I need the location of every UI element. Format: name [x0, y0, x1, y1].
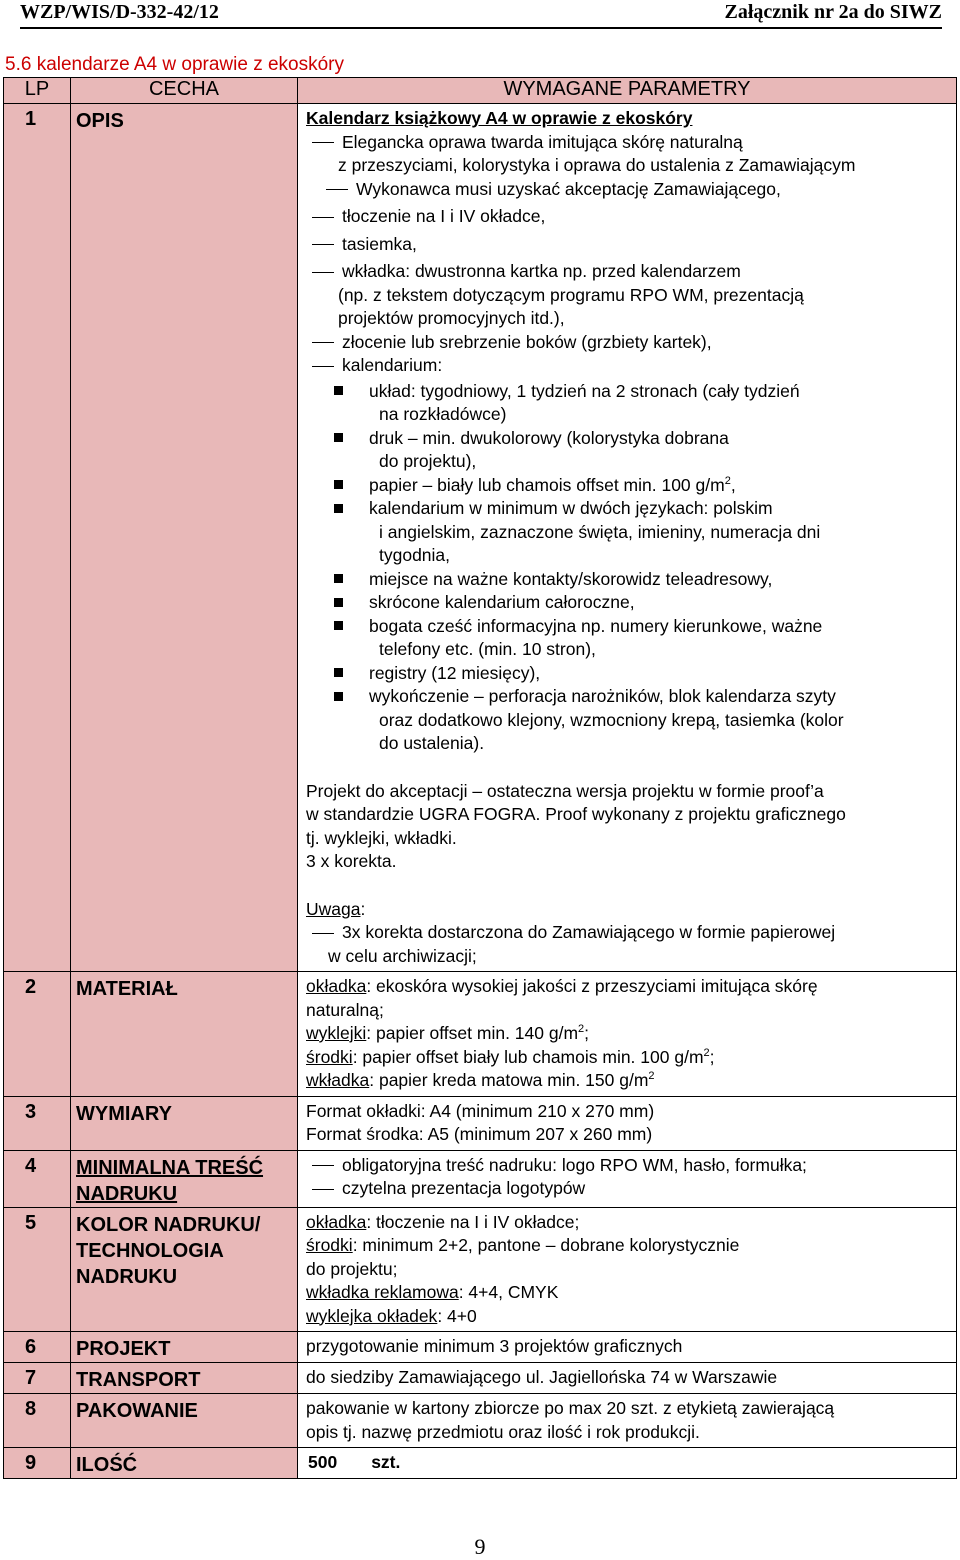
row-number: 2	[4, 972, 71, 1097]
dash-bullet	[306, 1154, 342, 1178]
label: wyklejka okładek	[306, 1305, 438, 1326]
table-row	[4, 1448, 957, 1479]
transport-value: do siedziby Zamawiającego ul. Jagiellońska 74 w Warszawie	[306, 1367, 778, 1387]
pakowanie-line: pakowanie w kartony zbiorcze po max 20 szt. z etykietą zawierającą	[306, 1398, 835, 1418]
row-number: 6	[4, 1332, 71, 1363]
pakowanie-line: opis tj. nazwę przedmiotu oraz ilość i rok produkcji.	[306, 1421, 700, 1442]
square-bullet	[334, 621, 343, 630]
row-feature: ILOŚĆ	[71, 1448, 298, 1479]
row-number: 8	[4, 1394, 71, 1448]
table-row	[4, 1394, 957, 1448]
row-params	[298, 1332, 957, 1363]
square-bullet	[334, 433, 343, 442]
label: środki	[306, 1235, 353, 1255]
square-bullet	[334, 692, 343, 701]
value: : 4+0	[437, 1305, 477, 1326]
dimension-line: Format okładki: A4 (minimum 210 x 270 mm)	[306, 1100, 655, 1121]
quantity-value: 500	[308, 1452, 338, 1472]
table-header-row	[4, 78, 957, 104]
quantity-unit: szt.	[371, 1452, 401, 1472]
bullet-item: wykończenie – perforacja narożników, blok kalendarza szyty	[369, 686, 836, 706]
value: : 4+4, CMYK	[458, 1282, 559, 1302]
value: : papier offset min. 140 g/m	[366, 1023, 579, 1043]
punctuation: ;	[584, 1023, 590, 1043]
list-item: Elegancka oprawa twarda imitująca skórę naturalną	[342, 131, 743, 152]
list-item-continuation: (np. z tekstem dotyczącym programu RPO WM, prezentacją	[338, 284, 804, 305]
list-item: tłoczenie na I i IV okładce,	[342, 206, 546, 226]
punctuation: ;	[709, 1046, 715, 1067]
row-params	[298, 104, 957, 972]
row-feature: TRANSPORT	[71, 1363, 298, 1394]
list-item: Wykonawca musi uzyskać akceptację Zamawiającego,	[356, 178, 781, 199]
uwaga-label: Uwaga	[306, 898, 361, 919]
list-item-continuation: projektów promocyjnych itd.),	[338, 308, 565, 328]
bullet-item: miejsce na ważne kontakty/skorowidz teleadresowy,	[369, 568, 773, 589]
table-row	[4, 1207, 957, 1332]
bullet-item-continuation: na rozkładówce)	[379, 404, 507, 424]
list-item: kalendarium:	[342, 355, 443, 375]
opis-title: Kalendarz książkowy A4 w oprawie z ekoskóry	[306, 108, 693, 128]
row-params	[298, 1150, 957, 1207]
page-number: 9	[474, 1534, 486, 1559]
dash-bullet	[306, 331, 342, 355]
paragraph-line: w standardzie UGRA FOGRA. Proof wykonany z projektu graficznego	[306, 804, 846, 824]
projekt-value: przygotowanie minimum 3 projektów graficznych	[306, 1336, 683, 1356]
dash-bullet	[306, 260, 342, 284]
row-feature: PROJEKT	[71, 1332, 298, 1363]
square-bullet	[334, 504, 343, 513]
table-row	[4, 1150, 957, 1207]
table-row	[4, 104, 957, 972]
header-cecha: CECHA	[71, 78, 298, 104]
superscript: 2	[703, 1046, 710, 1059]
bullet-item-continuation: tygodnia,	[379, 545, 451, 565]
row-params	[298, 972, 957, 1097]
paragraph-line: Projekt do akceptacji – ostateczna wersja projektu w formie proof’a	[306, 780, 824, 801]
document-reference: WZP/WIS/D-332-42/12	[20, 1, 219, 23]
row-params	[298, 1394, 957, 1448]
superscript: 2	[648, 1070, 655, 1083]
row-number: 9	[4, 1448, 71, 1479]
row-params	[298, 1363, 957, 1394]
label: okładka	[306, 976, 367, 996]
bullet-item-continuation: i angielskim, zaznaczone święta, imieniny, numeracja dni	[379, 521, 821, 542]
dash-bullet	[306, 233, 342, 257]
table-row	[4, 1363, 957, 1394]
punctuation: ,	[730, 474, 736, 495]
table-row	[4, 1096, 957, 1150]
list-item: obligatoryjna treść nadruku: logo RPO WM, hasło, formułka;	[342, 1154, 807, 1175]
bullet-item: kalendarium w minimum w dwóch językach: polskim	[369, 498, 773, 518]
attachment-label: Załącznik nr 2a do SIWZ	[724, 1, 942, 23]
dash-bullet	[306, 131, 342, 155]
punctuation: :	[360, 898, 366, 919]
row-number: 7	[4, 1363, 71, 1394]
list-item: 3x korekta dostarczona do Zamawiającego w formie papierowej	[342, 922, 836, 942]
row-feature: MINIMALNA TREŚĆ NADRUKU	[71, 1150, 298, 1207]
list-item-continuation: w celu archiwizacji;	[328, 945, 477, 966]
dash-bullet	[306, 354, 342, 378]
label: wkładka	[306, 1070, 370, 1090]
row-feature: MATERIAŁ	[71, 972, 298, 1097]
square-bullet	[334, 574, 343, 583]
bullet-item: druk – min. dwukolorowy (kolorystyka dobrana	[369, 427, 729, 448]
document-header	[20, 0, 942, 29]
superscript: 2	[578, 1023, 585, 1036]
table-row	[4, 972, 957, 1097]
paragraph-line: tj. wyklejki, wkładki.	[306, 827, 457, 848]
row-number: 5	[4, 1207, 71, 1332]
square-bullet	[334, 480, 343, 489]
label: okładka	[306, 1211, 367, 1232]
row-params	[298, 1207, 957, 1332]
dash-bullet	[306, 921, 342, 945]
requirements-table	[3, 77, 957, 1479]
dash-bullet	[306, 205, 342, 229]
list-item: czytelna prezentacja logotypów	[342, 1178, 586, 1198]
paragraph-line: 3 x korekta.	[306, 851, 397, 871]
bullet-item: bogata cześć informacyjna np. numery kierunkowe, ważne	[369, 615, 823, 636]
row-feature: KOLOR NADRUKU/ TECHNOLOGIA NADRUKU	[71, 1207, 298, 1332]
list-item: tasiemka,	[342, 233, 417, 254]
bullet-item: układ: tygodniowy, 1 tydzień na 2 stronach (cały tydzień	[369, 380, 800, 401]
value: : minimum 2+2, pantone – dobrane kolorystycznie	[352, 1235, 740, 1255]
row-feature: OPIS	[71, 104, 298, 972]
value-continuation: naturalną;	[306, 999, 384, 1020]
header-lp: LP	[4, 78, 71, 104]
value: : ekoskóra wysokiej jakości z przeszyciami imitująca skórę	[366, 976, 818, 996]
list-item: wkładka: dwustronna kartka np. przed kalendarzem	[342, 261, 741, 281]
table-row	[4, 1332, 957, 1363]
bullet-item-continuation: telefony etc. (min. 10 stron),	[379, 639, 596, 659]
bullet-item-continuation: oraz dodatkowo klejony, wzmocniony krepą, tasiemka (kolor	[379, 709, 844, 730]
list-item: złocenie lub srebrzenie boków (grzbiety kartek),	[342, 331, 712, 352]
bullet-item-continuation: do ustalenia).	[379, 733, 485, 753]
row-feature: WYMIARY	[71, 1096, 298, 1150]
square-bullet	[334, 598, 343, 607]
square-bullet	[334, 386, 343, 395]
bullet-item: skrócone kalendarium całoroczne,	[369, 592, 635, 612]
row-feature: PAKOWANIE	[71, 1394, 298, 1448]
bullet-item: papier – biały lub chamois offset min. 100 g/m	[369, 474, 725, 495]
list-item-continuation: z przeszyciami, kolorystyka i oprawa do ustalenia z Zamawiającym	[338, 155, 856, 175]
row-params	[298, 1096, 957, 1150]
row-number: 1	[4, 104, 71, 972]
label: środki	[306, 1046, 353, 1067]
dash-bullet	[320, 178, 356, 202]
dimension-line: Format środka: A5 (minimum 207 x 260 mm)	[306, 1124, 653, 1144]
bullet-item-continuation: do projektu),	[379, 451, 477, 471]
label: wkładka reklamowa	[306, 1282, 459, 1302]
value: : papier kreda matowa min. 150 g/m	[369, 1070, 649, 1090]
section-title: 5.6 kalendarze A4 w oprawie z ekoskóry	[5, 54, 345, 75]
value: : papier offset biały lub chamois min. 100 g/m	[352, 1046, 704, 1067]
superscript: 2	[724, 474, 731, 487]
row-number: 4	[4, 1150, 71, 1207]
bullet-item: registry (12 miesięcy),	[369, 662, 541, 683]
square-bullet	[334, 668, 343, 677]
header-param: WYMAGANE PARAMETRY	[298, 78, 957, 104]
dash-bullet	[306, 1177, 342, 1201]
row-number: 3	[4, 1096, 71, 1150]
value-continuation: do projektu;	[306, 1258, 398, 1279]
row-params	[298, 1448, 957, 1479]
label: wyklejki	[306, 1023, 367, 1043]
value: : tłoczenie na I i IV okładce;	[366, 1211, 580, 1232]
